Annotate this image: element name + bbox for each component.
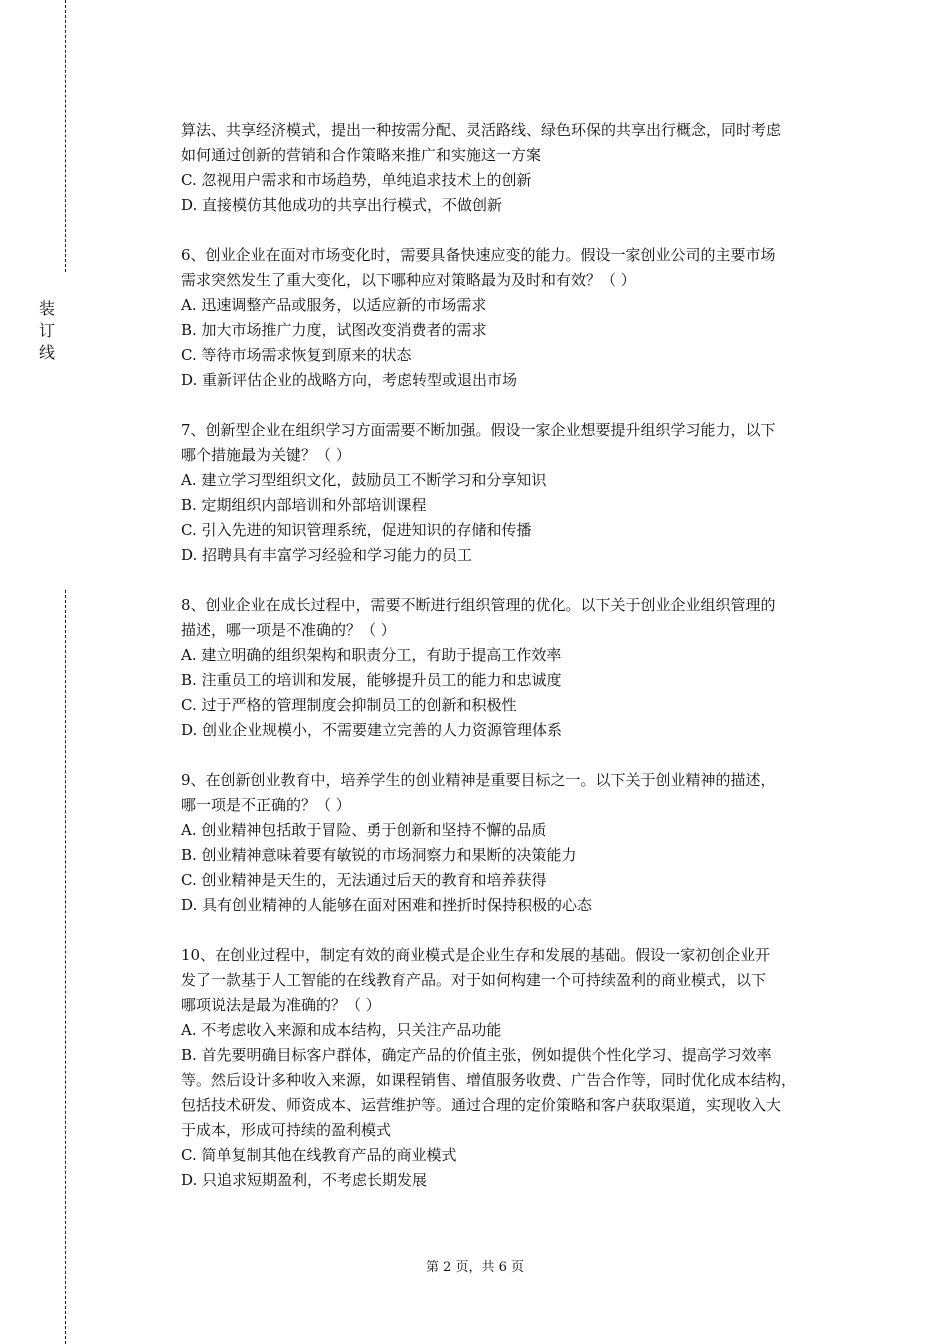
option-a: A. 创业精神包括敢于冒险、勇于创新和坚持不懈的品质 (181, 821, 547, 839)
question-10 (181, 943, 839, 1193)
binding-char: 线 (38, 343, 55, 362)
binding-char: 装 (38, 299, 55, 318)
question-content (181, 118, 839, 1193)
question-stem-line: 6、创业企业在面对市场变化时，需要具备快速应变的能力。假设一家创业公司的主要市场 (181, 246, 776, 264)
question-stem-line: 8、创业企业在成长过程中，需要不断进行组织管理的优化。以下关于创业企业组织管理的 (181, 596, 776, 614)
question-stem-line: 哪个措施最为关键？（ ） (181, 446, 351, 464)
option-a: A. 建立学习型组织文化，鼓励员工不断学习和分享知识 (181, 471, 547, 489)
option-a: A. 建立明确的组织架构和职责分工，有助于提高工作效率 (181, 646, 562, 664)
question-stem-line: 算法、共享经济模式，提出一种按需分配、灵活路线、绿色环保的共享出行概念，同时考虑 (181, 121, 782, 139)
question-8 (181, 593, 839, 743)
option-c: C. 简单复制其他在线教育产品的商业模式 (181, 1146, 457, 1164)
option-d: D. 具有创业精神的人能够在面对困难和挫折时保持积极的心态 (181, 896, 593, 914)
option-c: C. 引入先进的知识管理系统，促进知识的存储和传播 (181, 521, 532, 539)
binding-label (36, 298, 58, 364)
question-stem-line: 哪项说法是最为准确的？（ ） (181, 996, 381, 1014)
option-b-continued: 包括技术研发、师资成本、运营维护等。通过合理的定价策略和客户获取渠道，实现收入大 (181, 1096, 782, 1114)
binding-line-top (65, 0, 66, 272)
option-d: D. 重新评估企业的战略方向，考虑转型或退出市场 (181, 371, 518, 389)
question-stem-line: 需求突然发生了重大变化，以下哪种应对策略最为及时和有效？（ ） (181, 271, 636, 289)
question-9 (181, 768, 839, 918)
option-a: A. 不考虑收入来源和成本结构，只关注产品功能 (181, 1021, 502, 1039)
question-stem-line: 9、在创新创业教育中，培养学生的创业精神是重要目标之一。以下关于创业精神的描述， (181, 771, 776, 789)
question-stem-line: 发了一款基于人工智能的在线教育产品。对于如何构建一个可持续盈利的商业模式，以下 (181, 971, 767, 989)
question-stem-line: 7、创新型企业在组织学习方面需要不断加强。假设一家企业想要提升组织学习能力，以下 (181, 421, 776, 439)
option-b-continued: 等。然后设计多种收入来源，如课程销售、增值服务收费、广告合作等，同时优化成本结构， (181, 1071, 797, 1089)
option-c: C. 忽视用户需求和市场趋势，单纯追求技术上的创新 (181, 171, 532, 189)
option-c: C. 创业精神是天生的，无法通过后天的教育和培养获得 (181, 871, 547, 889)
question-stem-line: 如何通过创新的营销和合作策略来推广和实施这一方案 (181, 146, 542, 164)
option-b-continued: 于成本，形成可持续的盈利模式 (181, 1121, 392, 1139)
option-d: D. 只追求短期盈利，不考虑长期发展 (181, 1171, 428, 1189)
question-stem-line: 描述，哪一项是不准确的？（ ） (181, 621, 396, 639)
option-b: B. 加大市场推广力度，试图改变消费者的需求 (181, 321, 487, 339)
option-c: C. 等待市场需求恢复到原来的状态 (181, 346, 412, 364)
question-6 (181, 243, 839, 393)
binding-line-bottom (65, 590, 66, 1344)
option-b: B. 定期组织内部培训和外部培训课程 (181, 496, 427, 514)
option-b: B. 创业精神意味着要有敏锐的市场洞察力和果断的决策能力 (181, 846, 577, 864)
option-d: D. 招聘具有丰富学习经验和学习能力的员工 (181, 546, 473, 564)
question-7 (181, 418, 839, 568)
question-stem-line: 10、在创业过程中，制定有效的商业模式是企业生存和发展的基础。假设一家初创企业开 (181, 946, 771, 964)
option-b: B. 首先要明确目标客户群体，确定产品的价值主张，例如提供个性化学习、提高学习效率 (181, 1046, 772, 1064)
continued-question (181, 118, 839, 218)
option-d: D. 直接模仿其他成功的共享出行模式，不做创新 (181, 196, 503, 214)
binding-char: 订 (38, 321, 55, 340)
page-number: 第 2 页，共 6 页 (425, 1260, 525, 1275)
option-a: A. 迅速调整产品或服务，以适应新的市场需求 (181, 296, 487, 314)
option-b: B. 注重员工的培训和发展，能够提升员工的能力和忠诚度 (181, 671, 562, 689)
option-c: C. 过于严格的管理制度会抑制员工的创新和积极性 (181, 696, 517, 714)
option-d: D. 创业企业规模小，不需要建立完善的人力资源管理体系 (181, 721, 563, 739)
question-stem-line: 哪一项是不正确的？（ ） (181, 796, 351, 814)
